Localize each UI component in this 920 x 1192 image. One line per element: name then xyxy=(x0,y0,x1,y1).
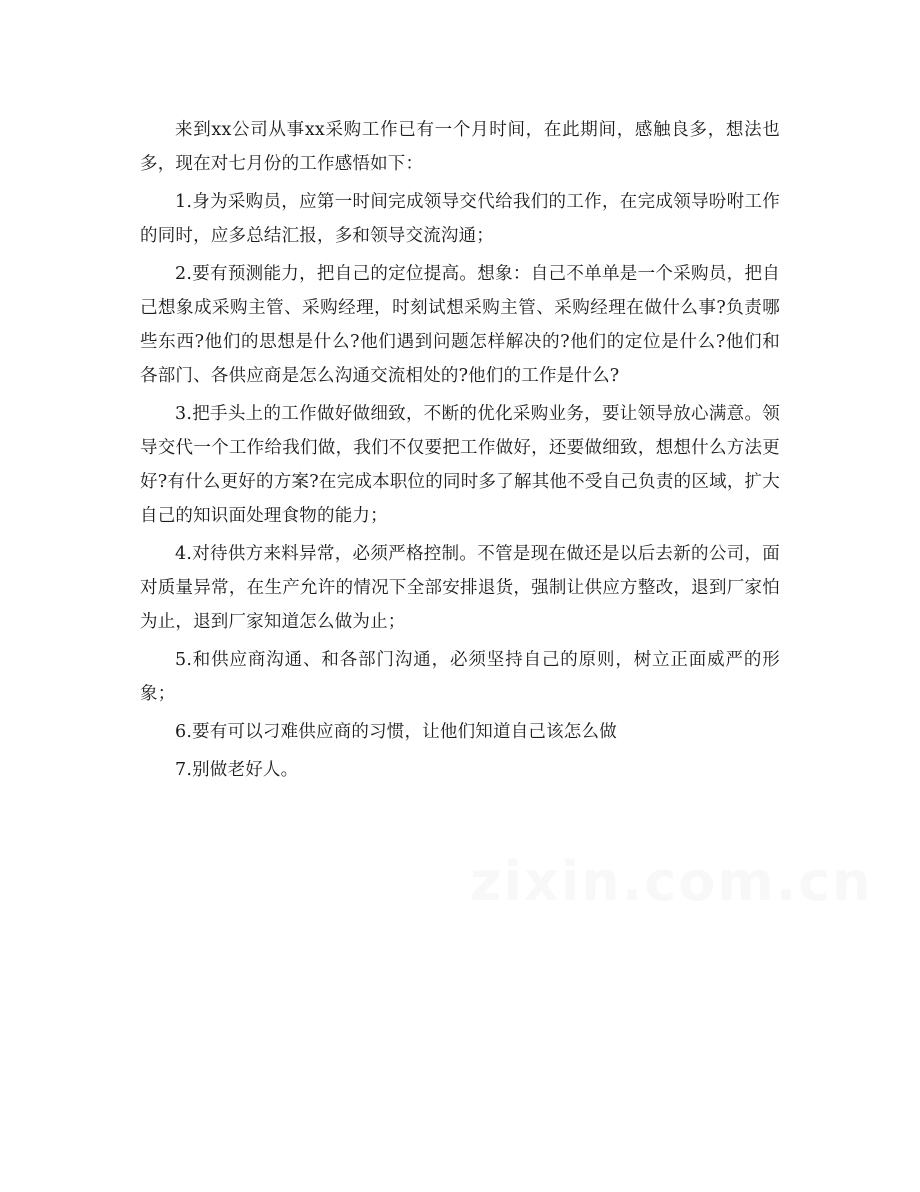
item-paragraph-4: 4.对待供方来料异常，必须严格控制。不管是现在做还是以后去新的公司，面对质量异常，在生产允许的情况下全部安排退货，强制让供应方整改，退到厂家怕为止，退到厂家知道怎么做为止； xyxy=(140,544,780,632)
item-paragraph-6: 6.要有可以刁难供应商的习惯，让他们知道自己该怎么做 xyxy=(175,722,617,742)
item-paragraph-3: 3.把手头上的工作做好做细致，不断的优化采购业务，要让领导放心满意。领导交代一个工作给我们做，我们不仅要把工作做好，还要做细致，想想什么方法更好?有什么更好的方案?在完成本职位的同时多了解其他不受自己负责的区域，扩大自己的知识面处理食物的能力； xyxy=(140,404,780,526)
item-paragraph-1: 1.身为采购员，应第一时间完成领导交代给我们的工作，在完成领导吩咐工作的同时，应多总结汇报，多和领导交流沟通； xyxy=(140,192,780,246)
item-paragraph-5: 5.和供应商沟通、和各部门沟通，必须坚持自己的原则，树立正面威严的形象； xyxy=(140,650,780,704)
document-body xyxy=(140,113,780,791)
intro-paragraph: 来到xx公司从事xx采购工作已有一个月时间，在此期间，感触良多，想法也多，现在对七月份的工作感悟如下： xyxy=(140,120,780,174)
item-paragraph-7: 7.别做老好人。 xyxy=(175,760,299,780)
watermark: zixin.com.cn xyxy=(470,850,873,913)
item-paragraph-2: 2.要有预测能力，把自己的定位提高。想象：自己不单单是一个采购员，把自己想象成采购主管、采购经理，时刻试想采购主管、采购经理在做什么事?负责哪些东西?他们的思想是什么?他们遇到问题怎样解决的?他们的定位是什么?他们和各部门、各供应商是怎么沟通交流相处的?他们的工作是什么? xyxy=(140,264,780,386)
